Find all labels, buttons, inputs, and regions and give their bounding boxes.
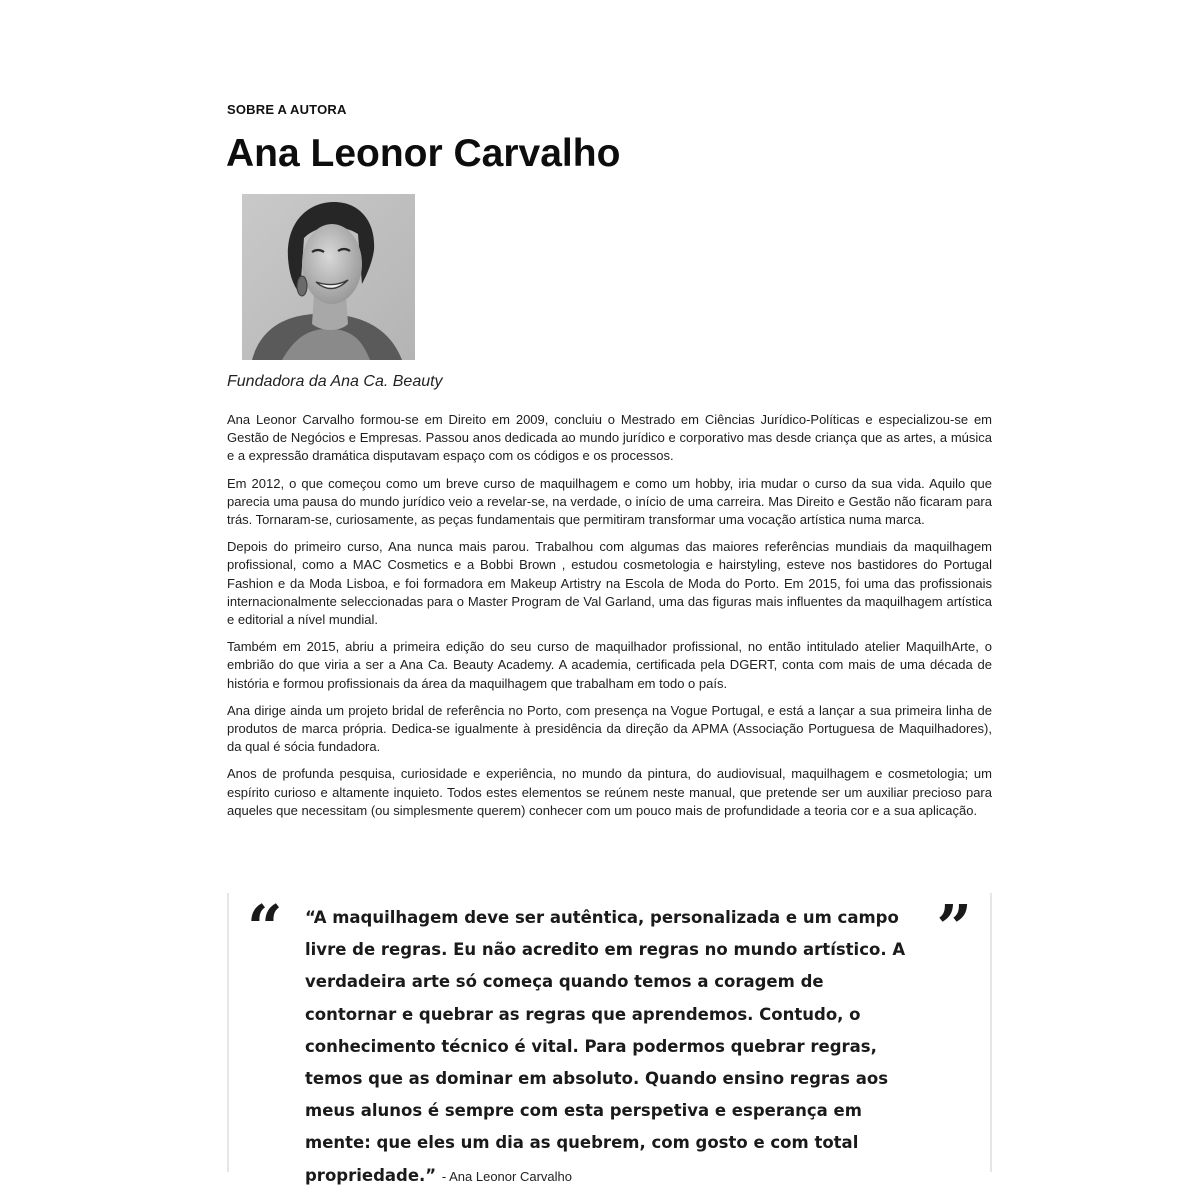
bio-paragraph: Depois do primeiro curso, Ana nunca mais parou. Trabalhou com algumas das maiores referências mundiais da maquilhagem profissional, como a MAC Cosmetics e a Bobbi Brown , estudou cosmetologia e hairstyling, esteve nos bastidores do Portugal Fashion e da Moda Lisboa, e foi formadora em Makeup Artistry na Escola de Moda do Porto. Em 2015, foi uma das profissionais internacionalmente seleccionadas para o Master Program de Val Garland, uma das figuras mais influentes da maquilhagem artística e editorial a nível mundial. xyxy=(227,539,992,628)
author-role: Fundadora da Ana Ca. Beauty xyxy=(227,373,443,390)
biography xyxy=(227,411,992,820)
close-quote-icon: ” xyxy=(936,891,972,964)
author-page xyxy=(227,100,992,829)
pull-quote xyxy=(227,891,992,1185)
portrait-photo xyxy=(242,194,415,360)
open-quote-icon: “ xyxy=(247,891,283,964)
section-kicker: SOBRE A AUTORA xyxy=(227,102,347,117)
author-name: Ana Leonor Carvalho xyxy=(226,132,621,175)
bio-paragraph: Ana dirige ainda um projeto bridal de referência no Porto, com presença na Vogue Portugal, e está a lançar a sua primeira linha de produtos de marca própria. Dedica-se igualmente à presidência da direção da APMA (Associação Portuguesa de Maquilhadores), da qual é sócia fundadora. xyxy=(227,702,992,755)
bio-paragraph: Ana Leonor Carvalho formou-se em Direito em 2009, concluiu o Mestrado em Ciências Jurídico-Políticas e especializou-se em Gestão de Negócios e Empresas. Passou anos dedicada ao mundo jurídico e corporativo mas desde criança que as artes, a música e a expressão dramática disputavam espaço com os códigos e os processos. xyxy=(227,412,992,464)
quote-body: “A maquilhagem deve ser autêntica, personalizada e um campo livre de regras. Eu não acredito em regras no mundo artístico. A verdadeira arte só começa quando temos a coragem de contornar e quebrar as regras que aprendemos. Contudo, o conhecimento técnico é vital. Para podermos quebrar regras, temos que as dominar em absoluto. Quando ensino regras aos meus alunos é sempre com esta perspetiva e esperança em mente: que eles um dia as quebrem, com gosto e com total propriedade.” xyxy=(305,908,906,1185)
quote-text xyxy=(305,902,917,1193)
bio-paragraph: Também em 2015, abriu a primeira edição do seu curso de maquilhador profissional, no então intitulado atelier MaquilhArte, o embrião do que viria a ser a Ana Ca. Beauty Academy. A academia, certificada pela DGERT, conta com mais de uma década de história e formou profissionais da área da maquilhagem que trabalham em todo o país. xyxy=(227,639,992,691)
quote-attribution: - Ana Leonor Carvalho xyxy=(441,1168,572,1184)
bio-paragraph: Em 2012, o que começou como um breve curso de maquilhagem e como um hobby, iria mudar o curso da sua vida. Aquilo que parecia uma pausa do mundo jurídico veio a revelar-se, na verdade, o início de uma carreira. Mas Direito e Gestão não ficaram para trás. Tornaram-se, curiosamente, as peças fundamentais que permitiram transformar uma vocação artística numa marca. xyxy=(227,475,992,528)
bio-paragraph: Anos de profunda pesquisa, curiosidade e experiência, no mundo da pintura, do audiovisual, maquilhagem e cosmetologia; um espírito curioso e altamente inquieto. Todos estes elementos se reúnem neste manual, que pretende ser um auxiliar precioso para aqueles que necessitam (ou simplesmente querem) conhecer com um pouco mais de profundidade a teoria cor e a sua aplicação. xyxy=(227,766,992,818)
